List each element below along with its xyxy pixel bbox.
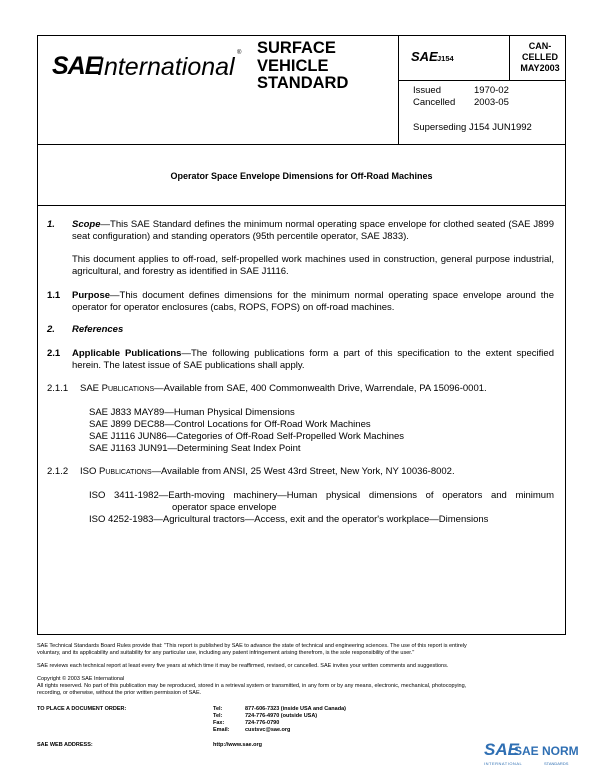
tel-label-2: Tel: — [213, 712, 223, 719]
header-vertical-divider — [398, 35, 399, 144]
section-2-number: 2. — [47, 324, 55, 335]
header-divider — [37, 144, 566, 145]
rights-line-1: All rights reserved. No part of this publication may be reproduced, stored in a retrieval system or transmitted, in any form or by any means, electronic, mechanical, photocopying, — [37, 683, 467, 689]
sae-reference-1: SAE J833 MAY89—Human Physical Dimensions — [89, 407, 295, 418]
cancelled-label: Cancelled — [413, 97, 456, 108]
sae-publications-lead: SAE Publications — [80, 383, 155, 394]
tel-value-2[interactable]: 724-776-4970 (outside USA) — [245, 712, 318, 719]
document-title: Operator Space Envelope Dimensions for Off-Road Machines — [170, 171, 433, 181]
email-label: Email: — [213, 726, 230, 733]
section-1-1-number: 1.1 — [47, 290, 61, 301]
sae-reference-4: SAE J1163 JUN91—Determining Seat Index Point — [89, 443, 301, 454]
section-2-1-applicable-publications — [72, 348, 554, 371]
tel-label-1: Tel: — [213, 706, 223, 712]
footer-copyright: Copyright © 2003 SAE International — [37, 676, 125, 682]
superseding: Superseding J154 JUN1992 — [413, 122, 532, 133]
web-address-link[interactable]: http://www.sae.org — [213, 742, 262, 748]
section-2-1-2-iso-publications — [80, 466, 560, 478]
iso-reference-2: ISO 4252-1983—Agricultural tractors—Access, exit and the operator's workplace—Dimensions — [89, 514, 489, 525]
issued-label: Issued — [413, 85, 441, 96]
norm-logo-text: SAE NORM — [514, 744, 579, 758]
status-vertical-divider — [509, 35, 510, 80]
purpose-text: —This document defines dimensions for the minimum normal operating space envelope around the operator for operator enclosures (cabs, ROPS, FOPS) on off-road machines. — [72, 290, 554, 313]
norm-logo-sub-standards: STANDARDS — [544, 761, 569, 766]
scope-text: —This SAE Standard defines the minimum normal operating space envelope for clothed seated (SAE J899 seat configuration) and standing operators (95th percentile operator, SAE J833). — [72, 219, 554, 242]
norm-logo-sae-mark: SAE — [484, 740, 519, 759]
status-line-1: CAN- — [528, 41, 552, 51]
status-horizontal-divider — [398, 80, 566, 81]
section-2-1-1-number: 2.1.1 — [47, 383, 69, 394]
rules-line-2: voluntary, and its applicability and suitability for any particular use, including any patent infringement arising therefrom, is the sole responsibility of the user." — [37, 649, 415, 656]
status-line-2: CELLED — [522, 52, 558, 62]
section-1-number: 1. — [47, 219, 55, 230]
status-line-3: MAY2003 — [520, 63, 560, 73]
section-2-1-2-number: 2.1.2 — [47, 466, 69, 477]
email-link[interactable]: custsvc@sae.org — [245, 726, 291, 733]
iso-reference-1-line-1: ISO 3411-1982—Earth-moving machinery—Human physical dimensions of operators and minimum — [89, 490, 554, 501]
footer-rights — [37, 683, 566, 697]
sae-logo-international: International — [97, 53, 235, 81]
scope-heading: Scope — [72, 219, 101, 230]
cancelled-value: 2003-05 — [474, 97, 509, 108]
trademark-mark: ® — [237, 50, 242, 56]
title-line-1: SURFACE — [257, 39, 336, 57]
status-badge — [514, 41, 566, 74]
section-2-1-number: 2.1 — [47, 348, 61, 359]
title-divider — [37, 205, 566, 206]
section-1-paragraph-2: This document applies to off-road, self-propelled work machines used in construction, general purpose industrial, agricultural, and forestry as identified in SAE J1116. — [72, 254, 554, 277]
footer-rules — [37, 643, 566, 657]
purpose-heading: Purpose — [72, 290, 111, 301]
issued-value: 1970-02 — [474, 85, 509, 96]
iso-reference-1-line-2: operator space envelope — [172, 502, 277, 513]
order-contact — [213, 706, 346, 734]
sae-publications-text: —Available from SAE, 400 Commonwealth Drive, Warrendale, PA 15096-0001. — [154, 383, 487, 394]
rules-line-1: SAE Technical Standards Board Rules provide that: "This report is published by SAE to advance the state of technical and engineering sciences. The use of this report is entirely — [37, 643, 467, 649]
footer-review: SAE reviews each technical report at least every five years at which time it may be reaffirmed, revised, or cancelled. SAE invites your written comments and suggestions. — [37, 663, 449, 669]
standard-type — [257, 40, 348, 93]
norm-logo-sub-international: INTERNATIONAL — [484, 761, 523, 766]
title-line-2: VEHICLE — [257, 56, 329, 75]
rights-line-2: recording, or otherwise, without the prior written permission of SAE. — [37, 689, 202, 696]
iso-publications-text: —Available from ANSI, 25 West 43rd Street, New York, NY 10036-8002. — [151, 466, 455, 477]
tel-value-1[interactable]: 877-606-7323 (inside USA and Canada) — [245, 706, 346, 712]
section-2-1-1-sae-publications — [80, 383, 560, 395]
section-1-scope — [72, 219, 554, 242]
applicable-publications-heading: Applicable Publications — [72, 348, 182, 359]
document-number: J154 — [437, 54, 454, 63]
references-heading: References — [72, 324, 124, 335]
sae-reference-3: SAE J1116 JUN86—Categories of Off-Road Self-Propelled Work Machines — [89, 431, 405, 442]
fax-value: 724-776-0790 — [245, 719, 280, 726]
order-label: TO PLACE A DOCUMENT ORDER: — [37, 706, 127, 712]
iso-publications-lead: ISO Publications — [80, 466, 152, 477]
sae-norm-logo — [484, 738, 579, 770]
fax-label: Fax: — [213, 719, 225, 726]
small-sae-logo: SAE — [411, 49, 438, 64]
sae-logo: SAE — [52, 52, 101, 80]
title-line-3: STANDARD — [257, 74, 349, 92]
web-address-label: SAE WEB ADDRESS: — [37, 742, 93, 748]
sae-reference-2: SAE J899 DEC88—Control Locations for Off-Road Work Machines — [89, 419, 371, 430]
applicable-publications-text: —The following publications form a part of this specification to the extent specified herein. The latest issue of SAE publications shall apply. — [72, 348, 554, 371]
section-1-1-purpose — [72, 290, 554, 313]
